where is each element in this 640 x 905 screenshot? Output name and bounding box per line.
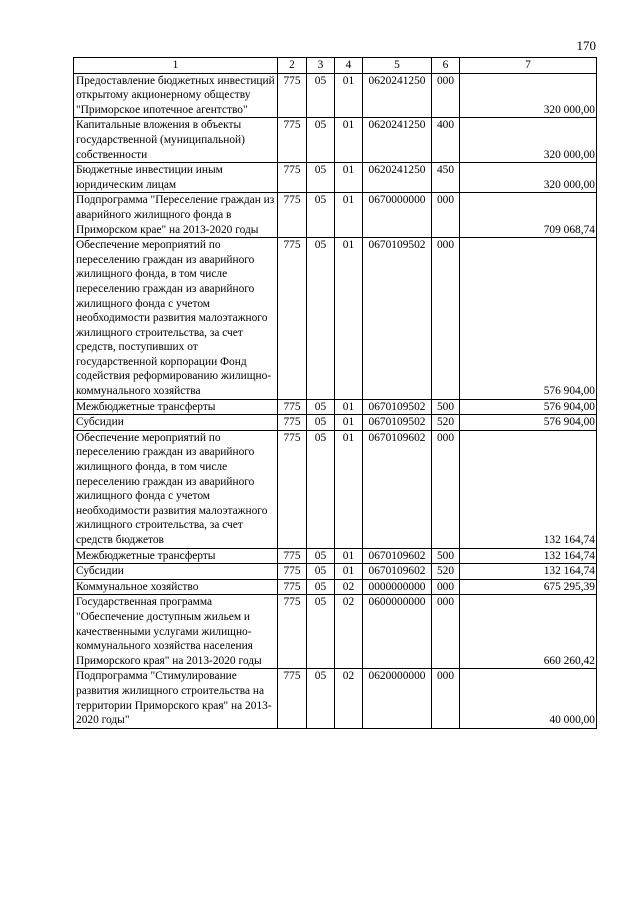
row-podrazdel: 02 [335,579,363,595]
row-podrazdel: 01 [335,238,363,400]
row-target-article: 0670109602 [363,548,432,564]
row-razdel: 05 [307,579,335,595]
row-target-article: 0600000000 [363,595,432,669]
row-sum: 320 000,00 [460,163,597,193]
row-target-article: 0670109602 [363,430,432,548]
row-sum: 675 295,39 [460,579,597,595]
row-target-article: 0670109502 [363,238,432,400]
row-name: Государственная программа "Обеспечение доступным жильем и качественными услугами жилищно-коммунального хозяйства населения Приморского края" на 2013-2020 годы [74,595,278,669]
table-row [74,579,597,595]
row-podrazdel: 01 [335,163,363,193]
row-sum: 576 904,00 [460,399,597,415]
row-sum: 132 164,74 [460,564,597,580]
row-sum: 709 068,74 [460,193,597,238]
table-row [74,118,597,163]
table-row [74,595,597,669]
row-podrazdel: 01 [335,118,363,163]
row-razdel: 05 [307,548,335,564]
row-sum: 320 000,00 [460,73,597,118]
page-number: 170 [576,38,596,53]
row-podrazdel: 02 [335,595,363,669]
row-sum: 576 904,00 [460,415,597,431]
row-razdel: 05 [307,564,335,580]
row-expense-type: 000 [432,595,460,669]
row-target-article: 0620241250 [363,118,432,163]
row-vedomstvo: 775 [278,73,307,118]
row-name: Подпрограмма "Переселение граждан из аварийного жилищного фонда в Приморском крае" на 2013-2020 годы [74,193,278,238]
row-sum: 40 000,00 [460,669,597,728]
row-name: Подпрограмма "Стимулирование развития жилищного строительства на территории Приморского края" на 2013-2020 годы" [74,669,278,728]
table-row [74,430,597,548]
row-name: Бюджетные инвестиции иным юридическим лицам [74,163,278,193]
table-row [74,564,597,580]
row-sum: 660 260,42 [460,595,597,669]
row-vedomstvo: 775 [278,399,307,415]
table-row [74,399,597,415]
row-expense-type: 520 [432,564,460,580]
row-vedomstvo: 775 [278,579,307,595]
row-target-article: 0670000000 [363,193,432,238]
row-podrazdel: 02 [335,669,363,728]
row-expense-type: 500 [432,399,460,415]
row-vedomstvo: 775 [278,238,307,400]
row-sum: 320 000,00 [460,118,597,163]
row-name: Капитальные вложения в объекты государственной (муниципальной) собственности [74,118,278,163]
row-name: Предоставление бюджетных инвестиций открытому акционерному обществу "Приморское ипотечное агентство" [74,73,278,118]
row-razdel: 05 [307,399,335,415]
row-podrazdel: 01 [335,73,363,118]
row-target-article: 0670109502 [363,415,432,431]
row-expense-type: 000 [432,73,460,118]
row-name: Межбюджетные трансферты [74,548,278,564]
row-name: Обеспечение мероприятий по переселению граждан из аварийного жилищного фонда, в том числе переселению граждан из аварийного жилищного фонда с учетом необходимости развития малоэтажного жилищного строительства, за счет средств, поступивших от государственной корпорации Фонд содействия реформированию жилищно-коммунального хозяйства [74,238,278,400]
row-razdel: 05 [307,163,335,193]
row-target-article: 0670109502 [363,399,432,415]
header-col-2: 2 [278,58,307,74]
row-podrazdel: 01 [335,415,363,431]
row-expense-type: 400 [432,118,460,163]
header-col-4: 4 [335,58,363,74]
row-razdel: 05 [307,415,335,431]
row-name: Обеспечение мероприятий по переселению граждан из аварийного жилищного фонда, в том числе переселению граждан из аварийного жилищного фонда с учетом необходимости развития малоэтажного жилищного строительства, за счет средств бюджетов [74,430,278,548]
row-podrazdel: 01 [335,193,363,238]
row-target-article: 0000000000 [363,579,432,595]
table-row [74,73,597,118]
row-podrazdel: 01 [335,430,363,548]
row-vedomstvo: 775 [278,118,307,163]
row-target-article: 0620000000 [363,669,432,728]
row-razdel: 05 [307,193,335,238]
row-vedomstvo: 775 [278,669,307,728]
row-razdel: 05 [307,73,335,118]
table-row [74,415,597,431]
row-podrazdel: 01 [335,399,363,415]
row-target-article: 0670109602 [363,564,432,580]
row-name: Коммунальное хозяйство [74,579,278,595]
table-row [74,669,597,728]
row-expense-type: 000 [432,430,460,548]
row-name: Межбюджетные трансферты [74,399,278,415]
row-podrazdel: 01 [335,564,363,580]
row-expense-type: 520 [432,415,460,431]
row-expense-type: 000 [432,579,460,595]
header-row [74,58,597,74]
row-expense-type: 450 [432,163,460,193]
row-sum: 132 164,74 [460,548,597,564]
row-razdel: 05 [307,430,335,548]
header-col-3: 3 [307,58,335,74]
budget-table [73,57,597,729]
row-expense-type: 000 [432,238,460,400]
table-row [74,548,597,564]
table-row [74,238,597,400]
header-col-7: 7 [460,58,597,74]
row-target-article: 0620241250 [363,73,432,118]
header-col-5: 5 [363,58,432,74]
row-target-article: 0620241250 [363,163,432,193]
header-col-6: 6 [432,58,460,74]
row-vedomstvo: 775 [278,163,307,193]
row-name: Субсидии [74,564,278,580]
row-sum: 132 164,74 [460,430,597,548]
table-row [74,193,597,238]
row-vedomstvo: 775 [278,415,307,431]
table-body [74,73,597,728]
row-vedomstvo: 775 [278,193,307,238]
row-razdel: 05 [307,595,335,669]
row-sum: 576 904,00 [460,238,597,400]
header-col-1: 1 [74,58,278,74]
row-vedomstvo: 775 [278,595,307,669]
row-expense-type: 000 [432,193,460,238]
row-vedomstvo: 775 [278,564,307,580]
row-razdel: 05 [307,669,335,728]
row-name: Субсидии [74,415,278,431]
row-razdel: 05 [307,238,335,400]
row-podrazdel: 01 [335,548,363,564]
row-expense-type: 500 [432,548,460,564]
row-expense-type: 000 [432,669,460,728]
row-razdel: 05 [307,118,335,163]
row-vedomstvo: 775 [278,548,307,564]
table-row [74,163,597,193]
row-vedomstvo: 775 [278,430,307,548]
